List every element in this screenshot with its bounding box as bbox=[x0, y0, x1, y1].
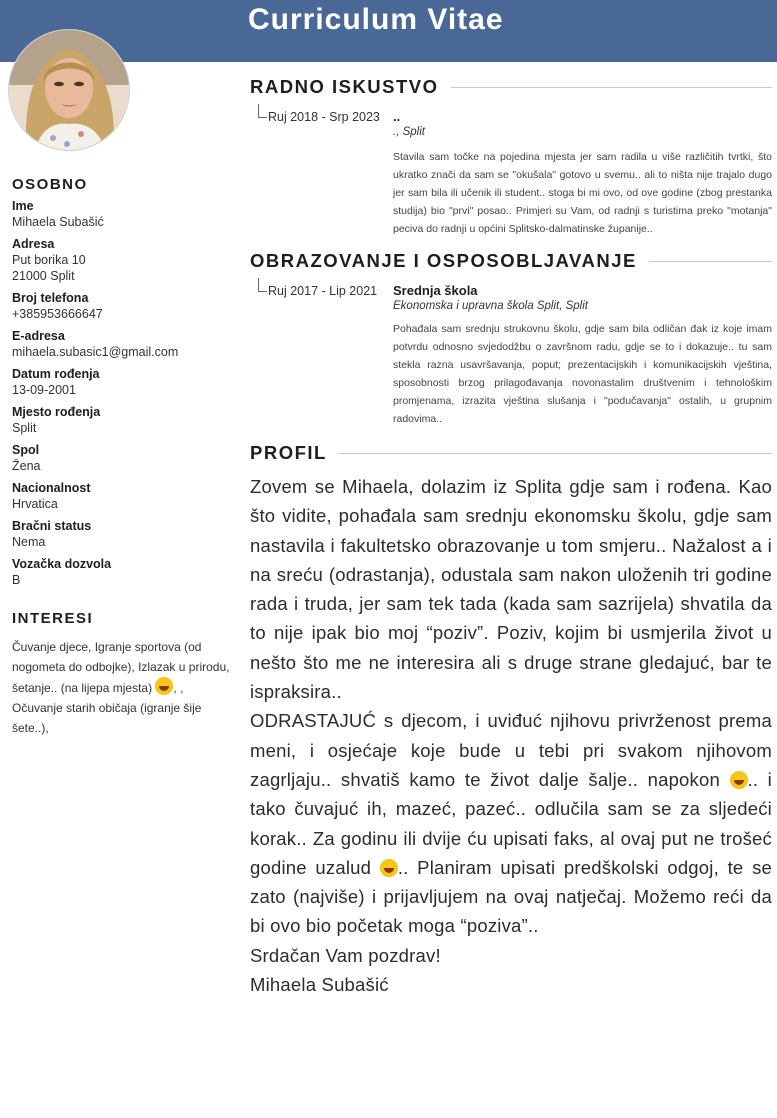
entry-subtitle: ., Split bbox=[393, 126, 425, 138]
field-address bbox=[12, 237, 234, 284]
entry-title: Srednja škola bbox=[393, 283, 478, 298]
field-email bbox=[12, 329, 234, 360]
heading-rule bbox=[451, 87, 772, 88]
field-value: Mihaela Subašić bbox=[12, 215, 104, 229]
entry-body bbox=[393, 104, 772, 238]
field-value: Žena bbox=[12, 459, 41, 473]
entry-description: Stavila sam točke na pojedina mjesta jer sam radila u više različitih tvrtki, što ukratko znači da sam se "okušala" gotovo u svemu.. ali to ništa nije trajalo dugo jer sam bila ili učenik ili student.. stoga bi mi ovo, od ove godine (zbog prestanka studija) bio "prvi" posao.. Primjeri su Vam, od radnji s turistima preko "motanja" peciva do radnji u općini Splitsko-dalmatinske županije.. bbox=[393, 151, 772, 235]
field-label: Nacionalnost bbox=[12, 481, 91, 495]
field-nationality bbox=[12, 481, 234, 512]
field-label: Mjesto rođenja bbox=[12, 405, 101, 419]
entry-description: Pohađala sam srednju strukovnu školu, gdje sam bila odličan đak iz koje imam potvrdu odnosno svjedodžbu o završnom radu, gdje se to i dokazuje.. tu sam stekla razna usavršavanja, poput; prezentacijskih i komunikacijskih vještina, sposobnosti brzog prilagođavanja novonastalim društvenim i tehnološkim promjenama, izrazita vještina slušanja i "podučavanja" ostalih, u grupnim radovima.. bbox=[393, 323, 772, 425]
field-label: Spol bbox=[12, 443, 40, 457]
grinning-sweat-emoji-icon bbox=[730, 771, 748, 789]
profile-paragraph-2c: .. Planiram upisati predškolski odgoj, te se zato (najviše) i prijavljujem na ovaj natječaj. Možemo reći da bi ovo bio početak moga “poziva”.. bbox=[250, 856, 773, 937]
field-label: Ime bbox=[12, 199, 34, 213]
field-label: Bračni status bbox=[12, 519, 92, 533]
grinning-sweat-emoji-icon bbox=[155, 677, 173, 695]
experience-entry bbox=[250, 104, 772, 238]
field-label: E-adresa bbox=[12, 329, 65, 343]
grinning-sweat-emoji-icon bbox=[380, 859, 398, 877]
field-value: Put borika 10 21000 Split bbox=[12, 253, 86, 283]
main-content bbox=[250, 76, 772, 999]
field-label: Adresa bbox=[12, 237, 55, 251]
profile-heading bbox=[250, 442, 772, 464]
profile-text bbox=[250, 472, 772, 999]
experience-heading-text: RADNO ISKUSTVO bbox=[250, 76, 439, 97]
education-heading-text: OBRAZOVANJE I OSPOSOBLJAVANJE bbox=[250, 250, 637, 271]
field-value: Split bbox=[12, 421, 37, 435]
closing-line: Srdačan Vam pozdrav! bbox=[250, 944, 441, 966]
education-entry bbox=[250, 278, 772, 428]
entry-subtitle: Ekonomska i upravna škola Split, Split bbox=[393, 300, 588, 312]
entry-date: Ruj 2017 - Lip 2021 bbox=[250, 278, 393, 428]
heading-rule bbox=[649, 261, 772, 262]
field-value: mihaela.subasic1@gmail.com bbox=[12, 345, 179, 359]
experience-heading bbox=[250, 76, 772, 98]
interests-part-1: Čuvanje djece, Igranje sportova (od nogometa do odbojke), Izlazak u prirodu, šetanje.. (na lijepa mjesta) bbox=[12, 640, 230, 695]
personal-heading: OSOBNO bbox=[12, 176, 88, 193]
field-phone bbox=[12, 291, 234, 322]
field-name bbox=[12, 199, 234, 230]
profile-paragraph-2b: .. i tako čuvajuć ih, mazeć, pazeć.. odlučila sam se za sljedeći korak.. Za godinu ili dvije ću upisati faks, al ovaj put ne trošeć godine uzalud bbox=[250, 768, 772, 878]
field-birth-place bbox=[12, 405, 234, 436]
entry-date: Ruj 2018 - Srp 2023 bbox=[250, 104, 393, 238]
document-title: Curriculum Vitae bbox=[248, 3, 504, 36]
education-heading bbox=[250, 250, 772, 272]
field-driving-licence bbox=[12, 557, 234, 588]
field-gender bbox=[12, 443, 234, 474]
entry-title: .. bbox=[393, 109, 401, 124]
field-value: Hrvatica bbox=[12, 497, 58, 511]
signature: Mihaela Subašić bbox=[250, 974, 389, 996]
interests-text bbox=[12, 637, 234, 738]
profile-photo bbox=[9, 30, 129, 150]
sidebar bbox=[12, 176, 234, 738]
field-label: Broj telefona bbox=[12, 291, 89, 305]
heading-rule bbox=[339, 453, 772, 454]
field-value: +385953666647 bbox=[12, 307, 103, 321]
field-value: B bbox=[12, 573, 21, 587]
profile-paragraph-2a: ODRASTAJUĆ s djecom, i uviđuć njihovu privrženost prema meni, i osjećaje koje bude u tebi pri svakom njihovom zagrljaju.. shvatiš kamo te život dalje šalje.. napokon bbox=[250, 710, 772, 790]
portrait-image bbox=[9, 30, 129, 150]
field-label: Datum rođenja bbox=[12, 367, 100, 381]
field-marital-status bbox=[12, 519, 234, 550]
entry-body bbox=[393, 278, 772, 428]
profile-paragraph-1: Zovem se Mihaela, dolazim iz Splita gdje sam i rođena. Kao što vidite, pohađala sam srednju ekonomsku školu, gdje sam nastavila i fakultetsko obrazovanje u tom smjeru.. Nažalost a i na sreću (odrastanja), odustala sam nakon uloženih tri godine rada i truda, jer sam tek tada (kada sam sazrijela) shvatila da to nije ipak bio moj “poziv”. Poziv, kojim bi usmjerila život u nešto što me ne interesira ali s druge strane gledajuć, bar te ispraksira.. bbox=[250, 476, 772, 703]
field-label: Vozačka dozvola bbox=[12, 557, 112, 571]
profile-heading-text: PROFIL bbox=[250, 442, 327, 463]
field-value: 13-09-2001 bbox=[12, 383, 76, 397]
interests-heading: INTERESI bbox=[12, 610, 94, 627]
interests-part-2: , , Očuvanje starih običaja (igranje šije šete..), bbox=[12, 681, 202, 735]
field-value: Nema bbox=[12, 535, 46, 549]
field-birth-date bbox=[12, 367, 234, 398]
